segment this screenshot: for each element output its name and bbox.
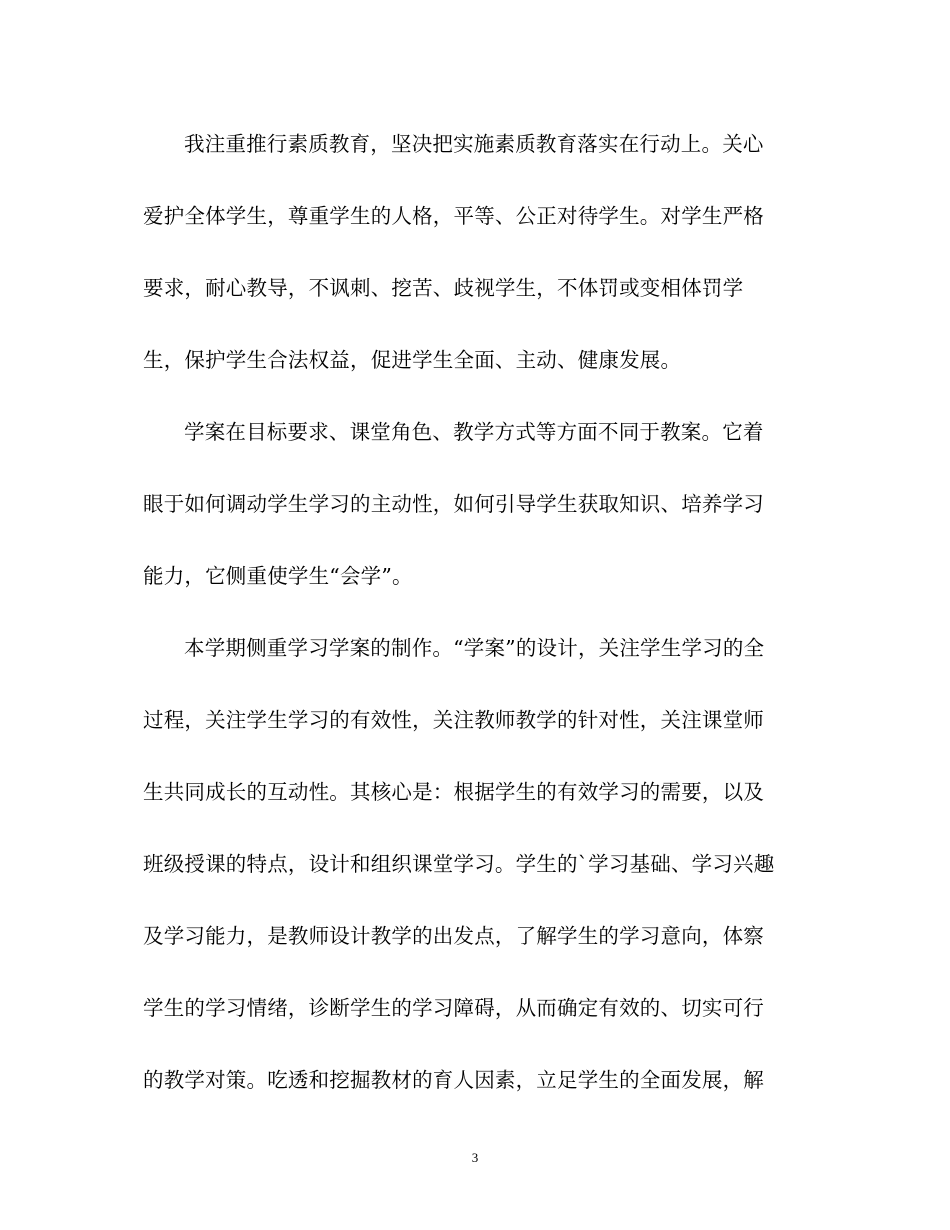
paragraph-2-line-1: 学案在目标要求、课堂角色、教学方式等方面不同于教案。它着	[184, 420, 764, 444]
paragraph-3-line-6: 学生的学习情绪，诊断学生的学习障碍，从而确定有效的、切实可行	[143, 996, 764, 1020]
paragraph-1-line-2: 爱护全体学生，尊重学生的人格，平等、公正对待学生。对学生严格	[143, 204, 764, 228]
page-number: 3	[471, 1150, 479, 1165]
paragraph-3-line-1: 本学期侧重学习学案的制作。“学案”的设计，关注学生学习的全	[184, 636, 765, 660]
paragraph-1-line-1: 我注重推行素质教育，坚决把实施素质教育落实在行动上。关心	[184, 132, 764, 156]
paragraph-3-line-2: 过程，关注学生学习的有效性，关注教师教学的针对性，关注课堂师	[143, 708, 764, 732]
paragraph-3-line-3: 生共同成长的互动性。其核心是：根据学生的有效学习的需要，以及	[143, 780, 764, 804]
paragraph-2-line-3: 能力，它侧重使学生“会学”。	[143, 564, 413, 588]
paragraph-2-line-2: 眼于如何调动学生学习的主动性，如何引导学生获取知识、培养学习	[143, 492, 764, 516]
paragraph-1-line-4: 生，保护学生合法权益，促进学生全面、主动、健康发展。	[143, 348, 682, 372]
paragraph-3-line-4: 班级授课的特点，设计和组织课堂学习。学生的`学习基础、学习兴趣	[143, 852, 775, 876]
paragraph-3-line-5: 及学习能力，是教师设计教学的出发点，了解学生的学习意向，体察	[143, 924, 764, 948]
paragraph-3-line-7: 的教学对策。吃透和挖掘教材的育人因素，立足学生的全面发展，解	[143, 1068, 764, 1092]
paragraph-1-line-3: 要求，耐心教导，不讽刺、挖苦、歧视学生，不体罚或变相体罚学	[143, 276, 744, 300]
